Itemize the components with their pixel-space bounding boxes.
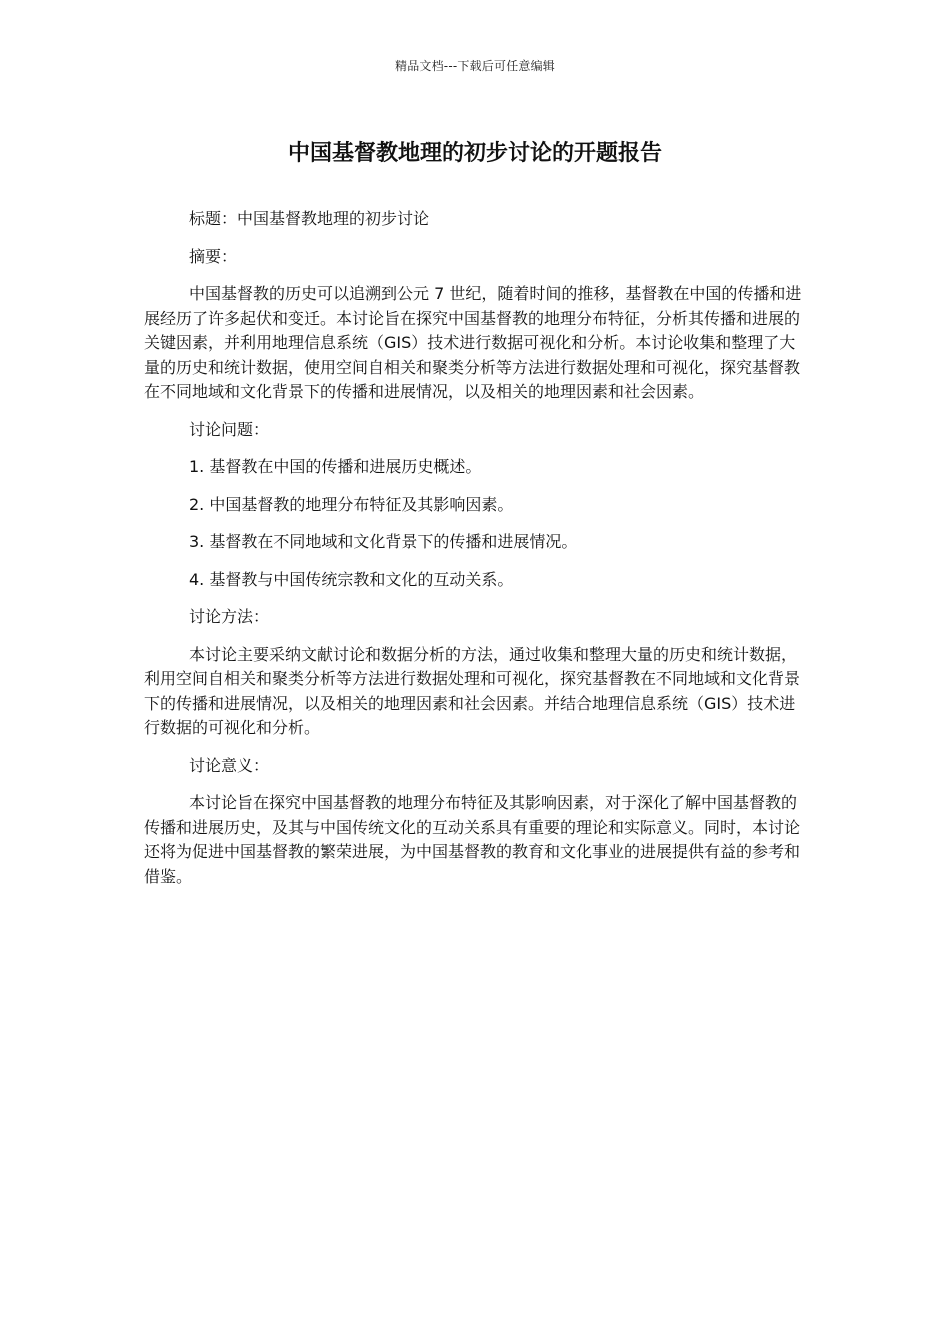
abstract-paragraph: 中国基督教的历史可以追溯到公元 7 世纪，随着时间的推移，基督教在中国的传播和进展经历了许多起伏和变迁。本讨论旨在探究中国基督教的地理分布特征，分析其传播和进展的关键因素，并利用地理信息系统（GIS）技术进行数据可视化和分析。本讨论收集和整理了大量的历史和统计数据，使用空间自相关和聚类分析等方法进行数据处理和可视化，探究基督教在不同地域和文化背景下的传播和进展情况，以及相关的地理因素和社会因素。 <box>144 284 802 401</box>
question-item-3: 3. 基督教在不同地域和文化背景下的传播和进展情况。 <box>189 532 578 551</box>
methods-paragraph: 本讨论主要采纳文献讨论和数据分析的方法，通过收集和整理大量的历史和统计数据，利用空间自相关和聚类分析等方法进行数据处理和可视化，探究基督教在不同地域和文化背景下的传播和进展情况，以及相关的地理因素和社会因素。并结合地理信息系统（GIS）技术进行数据的可视化和分析。 <box>144 644 801 737</box>
significance-heading: 讨论意义： <box>189 755 270 775</box>
question-item-1: 1. 基督教在中国的传播和进展历史概述。 <box>189 457 482 476</box>
header-note: 精品文档---下载后可任意编辑 <box>395 59 555 73</box>
document-body <box>144 207 806 902</box>
methods-heading: 讨论方法： <box>189 607 270 626</box>
question-item-4: 4. 基督教与中国传统宗教和文化的互动关系。 <box>189 569 514 589</box>
questions-heading: 讨论问题： <box>189 419 270 439</box>
significance-paragraph: 本讨论旨在探究中国基督教的地理分布特征及其影响因素，对于深化了解中国基督教的传播和进展历史，及其与中国传统文化的互动关系具有重要的理论和实际意义。同时，本讨论还将为促进中国基督教的繁荣进展，为中国基督教的教育和文化事业的进展提供有益的参考和借鉴。 <box>144 793 801 886</box>
abstract-heading: 摘要： <box>189 246 238 266</box>
document-title: 中国基督教地理的初步讨论的开题报告 <box>287 141 662 166</box>
question-item-2: 2. 中国基督教的地理分布特征及其影响因素。 <box>189 494 514 514</box>
topic-line: 标题：中国基督教地理的初步讨论 <box>189 209 430 228</box>
